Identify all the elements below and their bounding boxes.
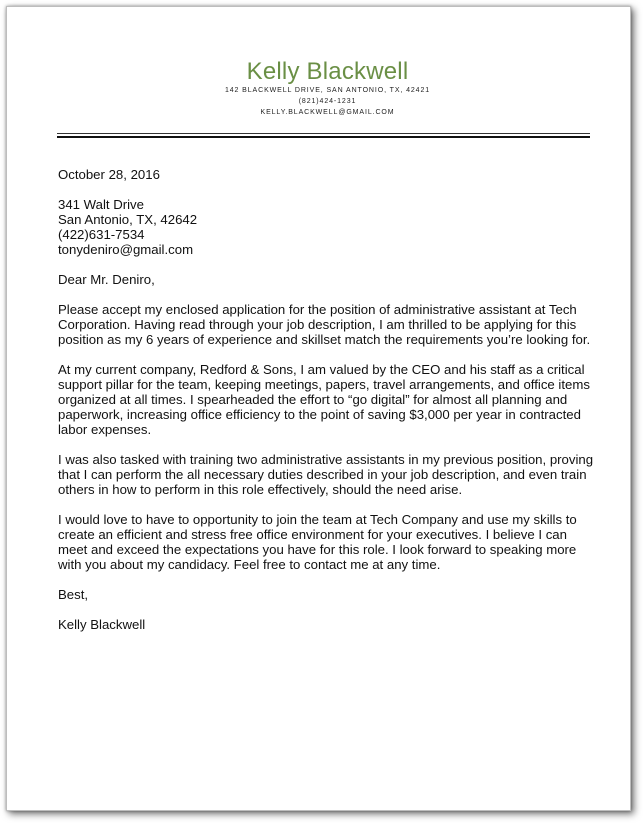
letter-date: October 28, 2016: [58, 167, 160, 182]
letter-body: [58, 167, 598, 632]
recipient-email: tonydeniro@gmail.com: [58, 242, 194, 257]
letterhead: [7, 59, 643, 118]
recipient-city: San Antonio, TX, 42642: [58, 212, 198, 227]
paragraph-intro: Please accept my enclosed application for the position of administrative assistant at Tech Corporation. Having read through your job description, I am thrilled to be applying for this position as my 6 years of experience and skillset match the requirements you’re looking for.: [58, 302, 591, 347]
paragraph-training: I was also tasked with training two administrative assistants in my previous position, proving that I can perform the all necessary duties described in your job description, and even train others in how to perform in this role effectively, should the need arise.: [58, 452, 594, 497]
paragraph-closing: I would love to have to opportunity to join the team at Tech Company and use my skills to create an efficient and stress free office environment for your executives. I believe I can meet and exceed the expectations you have for this role. I look forward to speaking more with you about my candidacy. Feel free to contact me at any time.: [58, 512, 577, 572]
closing: Best,: [58, 587, 89, 602]
sender-address: 142 BLACKWELL DRIVE, SAN ANTONIO, TX, 42421: [224, 87, 431, 94]
signature-name: Kelly Blackwell: [58, 617, 146, 632]
salutation: Dear Mr. Deniro,: [58, 272, 155, 287]
paragraph-experience: At my current company, Redford & Sons, I am valued by the CEO and his staff as a critical support pillar for the team, keeping meetings, papers, travel arrangements, and office items organized at all times. I spearheaded the effort to “go digital” for almost all planning and paperwork, increasing office efficiency to the point of saving $3,000 per year in contracted labor expenses.: [58, 362, 590, 437]
recipient-phone: (422)631-7534: [58, 227, 145, 242]
sender-name: Kelly Blackwell: [246, 58, 409, 85]
recipient-address: [58, 197, 598, 257]
recipient-street: 341 Walt Drive: [58, 197, 144, 212]
header-divider-thick: [57, 136, 590, 138]
letter-page: [6, 6, 631, 811]
sender-email: KELLY.BLACKWELL@GMAIL.COM: [260, 109, 395, 116]
header-divider-thin: [57, 133, 590, 134]
sender-phone: (821)424-1231: [298, 98, 357, 105]
